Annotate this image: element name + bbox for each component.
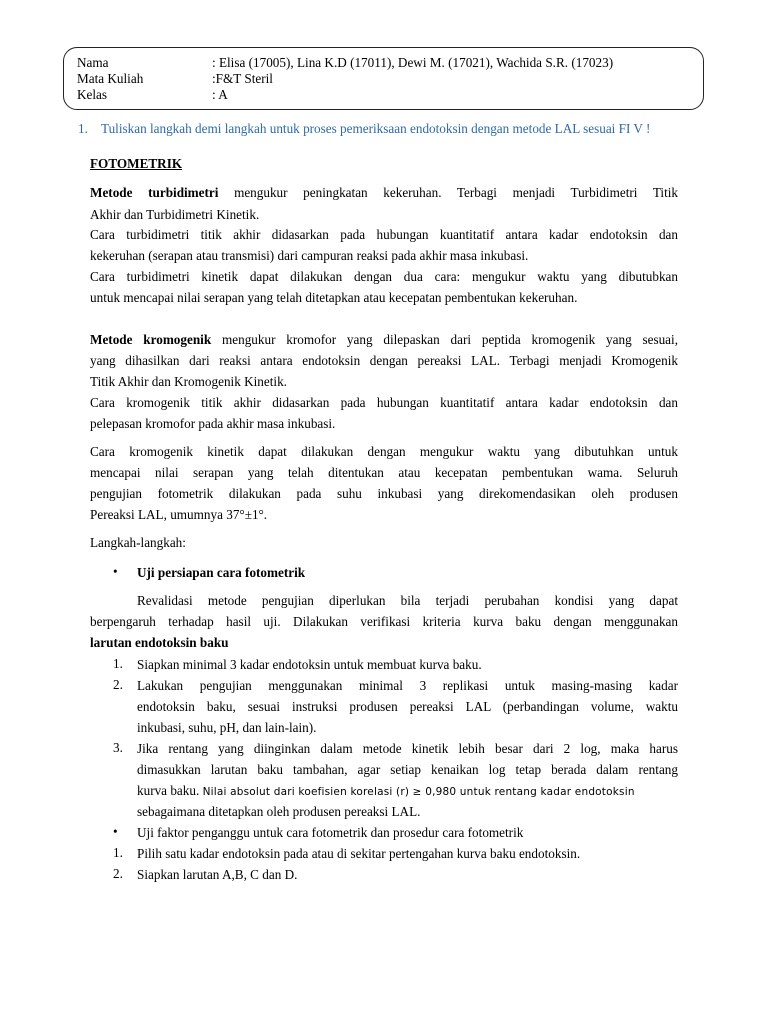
step2-2-text: Siapkan larutan A,B, C dan D. (137, 867, 298, 882)
step-2-line-1: Lakukan pengujian menggunakan minimal 3 replikasi untuk masing-masing kadar (137, 678, 678, 693)
uji-faktor-title: Uji faktor penganggu untuk cara fotometrik dan prosedur cara fotometrik (137, 825, 524, 840)
step-2-line-3: inkubasi, suhu, pH, dan lain-lain). (137, 720, 317, 735)
uji-persiapan-para-3: larutan endotoksin baku (90, 635, 229, 650)
step-3-line-3 (137, 782, 678, 801)
turbidimetri-line-3: Cara turbidimetri titik akhir didasarkan pada hubungan kuantitatif antara kadar endotoksin dan (90, 227, 678, 242)
turbidimetri-line-4: kekeruhan (serapan atau transmisi) dari campuran reaksi pada akhir masa inkubasi. (90, 248, 529, 263)
step2-1-text: Pilih satu kadar endotoksin pada atau di sekitar pertengahan kurva baku endotoksin. (137, 846, 581, 861)
step-3-line-4: sebagaimana ditetapkan oleh produsen pereaksi LAL. (137, 804, 421, 819)
step-1-number: 1. (113, 656, 123, 671)
kromogenik-line-7: mencapai nilai serapan yang telah ditentukan atau kecepatan pembentukan wama. Seluruh (90, 465, 678, 480)
kelas-value: : A (212, 87, 228, 102)
mata-kuliah-value: :F&T Steril (212, 71, 273, 86)
student-info-box (63, 47, 704, 110)
step-3-line-3a: kurva baku. (137, 783, 203, 798)
nama-label: Nama (77, 55, 109, 70)
step-3-number: 3. (113, 740, 123, 755)
uji-persiapan-para-1: Revalidasi metode pengujian diperlukan bila terjadi perubahan kondisi yang dapat (137, 593, 678, 608)
step2-1-number: 1. (113, 845, 123, 860)
uji-persiapan-para-2: berpengaruh terhadap hasil uji. Dilakukan verifikasi kriteria kurva baku dengan menggunakan (90, 614, 678, 629)
mata-kuliah-label: Mata Kuliah (77, 71, 144, 86)
turbidimetri-line-5: Cara turbidimetri kinetik dapat dilakukan dengan dua cara: mengukur waktu yang dibutubkan (90, 269, 678, 284)
step-3-line-1: Jika rentang yang diinginkan dalam metode kinetik lebih besar dari 2 log, maka harus (137, 741, 678, 756)
bullet-uji-persiapan: • (113, 564, 118, 579)
kromogenik-line-6: Cara kromogenik kinetik dapat dilakukan dengan mengukur waktu yang dibutuhkan untuk (90, 444, 678, 459)
kromogenik-line-5: pelepasan kromofor pada akhir masa inkubasi. (90, 416, 336, 431)
step-2-line-2: endotoksin baku, sesuai instruksi produsen pereaksi LAL (perbandingan volume, waktu (137, 699, 678, 714)
step-2-number: 2. (113, 677, 123, 692)
question-number: 1. (78, 121, 88, 136)
kromogenik-line-8: pengujian fotometrik dilakukan pada suhu inkubasi yang direkomendasikan oleh produsen (90, 486, 678, 501)
kromogenik-heading: Metode kromogenik (90, 332, 212, 347)
section-title: FOTOMETRIK (90, 156, 183, 171)
kromogenik-line-2: yang dihasilkan dari reaksi antara endotoksin dengan pereaksi LAL. Terbagi menjadi Kromogenik (90, 353, 678, 368)
kromogenik-line-4: Cara kromogenik titik akhir didasarkan pada hubungan kuantitatif antara kadar endotoksin dan (90, 395, 678, 410)
kromogenik-text-1: mengukur kromofor yang dilepaskan dari peptida kromogenik yang sesuai, (211, 332, 678, 347)
bullet-uji-faktor: • (113, 824, 118, 839)
kromogenik-line-3: Titik Akhir dan Kromogenik Kinetik. (90, 374, 287, 389)
turbidimetri-line-1 (90, 184, 678, 202)
step-3-line-2: dimasukkan larutan baku tambahan, agar setiap kenaikan log tetap berada dalam rentang (137, 762, 678, 777)
kromogenik-line-9: Pereaksi LAL, umumnya 37°±1°. (90, 507, 268, 522)
turbidimetri-heading: Metode turbidimetri (90, 185, 219, 200)
turbidimetri-line-2: Akhir dan Turbidimetri Kinetik. (90, 207, 260, 222)
nama-value: : Elisa (17005), Lina K.D (17011), Dewi M. (17021), Wachida S.R. (17023) (212, 55, 614, 70)
step2-2-number: 2. (113, 866, 123, 881)
turbidimetri-text-1: mengukur peningkatan kekeruhan. Terbagi menjadi Turbidimetri Titik (218, 185, 678, 200)
langkah-title: Langkah-langkah: (90, 535, 186, 550)
step-1-text: Siapkan minimal 3 kadar endotoksin untuk membuat kurva baku. (137, 657, 482, 672)
kromogenik-line-1 (90, 331, 678, 349)
question-text: Tuliskan langkah demi langkah untuk proses pemeriksaan endotoksin dengan metode LAL sesuai FI V ! (101, 121, 651, 136)
step-3-line-3b: Nilai absolut dari koefisien korelasi (r) ≥ 0,980 untuk rentang kadar endotoksin (202, 786, 635, 798)
turbidimetri-line-6: untuk mencapai nilai serapan yang telah ditetapkan atau kecepatan pembentukan kekeruhan. (90, 290, 578, 305)
uji-persiapan-title: Uji persiapan cara fotometrik (137, 565, 306, 580)
kelas-label: Kelas (77, 87, 108, 102)
